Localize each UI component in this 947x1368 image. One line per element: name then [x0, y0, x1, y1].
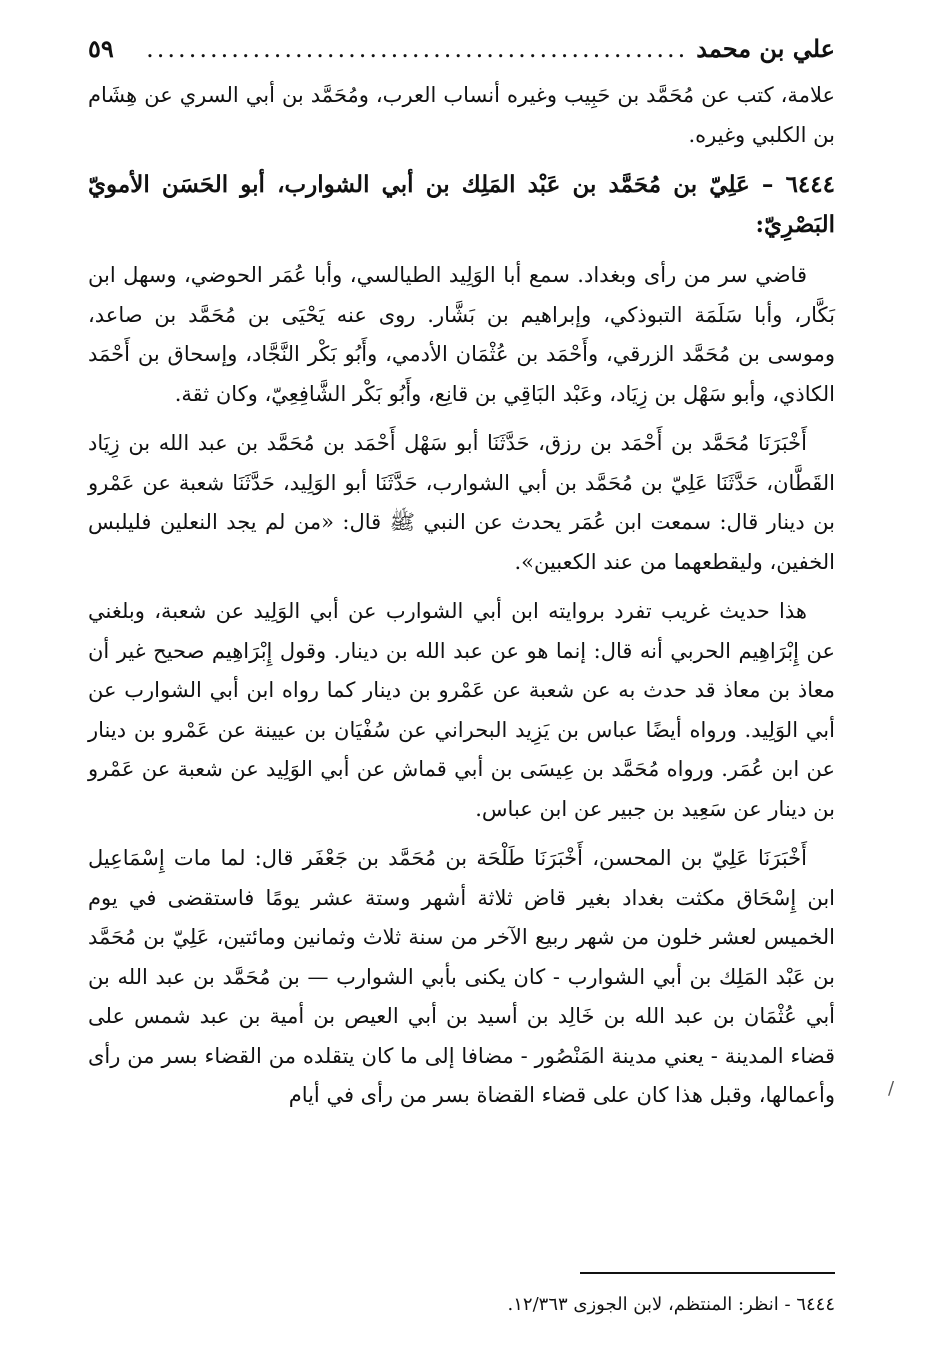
paragraph-biography: قاضي سر من رأى وبغداد. سمع أبا الوَلِيد الطيالسي، وأبا عُمَر الحوضي، وسهل ابن بَكَّار، وأبا سَلَمَة التبوذكي، وإبراهيم بن بَشَّار. روى عنه يَحْيَى بن مُحَمَّد بن صاعد، وموسى بن مُحَمَّد الزرقي، وأَحْمَد بن عُثْمَان الأدمي، وأَبُو بَكْر النَّجَّاد، وإسحاق بن أَحْمَد الكاذي، وأبو سَهْل بن زِيَاد، وعَبْد البَاقِي بن قانِع، وأَبُو بَكْر الشَّافِعِيّ، وكان ثقة.	[88, 263, 835, 406]
paragraph-continuation: علامة، كتب عن مُحَمَّد بن حَبِيب وغيره أنساب العرب، ومُحَمَّد بن أبي السري عن هِشَام بن الكلبي وغيره.	[88, 83, 835, 147]
page-number: ٥٩	[88, 34, 114, 63]
running-title: علي بن محمد	[696, 34, 835, 63]
entry-title: ٦٤٤٤ – عَلِيّ بن مُحَمَّد بن عَبْد المَلِك بن أبي الشوارب، أبو الحَسَن الأمويّ البَصْرِيّ:	[88, 171, 835, 238]
paragraph-hadith: أَخْبَرَنَا مُحَمَّد بن أَحْمَد بن رزق، حَدَّثَنَا أبو سَهْل أَحْمَد بن مُحَمَّد بن عبد الله بن زِيَاد القَطَّان، حَدَّثَنَا عَلِيّ بن مُحَمَّد بن أبي الشوارب، حَدَّثَنَا أبو الوَلِيد، حَدَّثَنَا شعبة عن عَمْرو بن دينار قال: سمعت ابن عُمَر يحدث عن النبي ﷺ قال: «من لم يجد النعلين فليلبس الخفين، وليقطعهما من عند الكعبين».	[88, 431, 835, 574]
margin-mark: /	[888, 1078, 895, 1099]
header-leader-dots: ...................................................	[146, 35, 689, 63]
page-header	[88, 34, 835, 68]
paragraph-appointment: أَخْبَرَنَا عَلِيّ بن المحسن، أَخْبَرَنَا طَلْحَة بن مُحَمَّد بن جَعْفَر قال: لما مات إِسْمَاعِيل ابن إِسْحَاق مكثت بغداد بغير قاض ثلاثة أشهر وستة عشر يومًا فاستقضى في يوم الخميس لعشر خلون من شهر ربيع الآخر من سنة ثلاث وثمانين ومائتين، عَلِيّ بن مُحَمَّد بن عَبْد المَلِك بن أبي الشوارب - كان يكنى بأبي الشوارب — بن مُحَمَّد بن عبد الله بن أبي عُثْمَان بن عبد الله بن خَالِد بن أسيد بن أبي العيص بن أمية بن عبد شمس على قضاء المدينة - يعني مدينة المَنْصُور - مضافا إلى ما كان يتقلده من القضاء بسر من رأى وأعمالها، وقبل هذا كان على قضاء القضاة بسر من رأى في أيام	[88, 846, 835, 1107]
paragraph-commentary: هذا حديث غريب تفرد بروايته ابن أبي الشوارب عن أبي الوَلِيد عن شعبة، وبلغني عن إِبْرَاهِيم الحربي أنه قال: إنما هو عن عبد الله بن دينار. وقول إِبْرَاهِيم صحيح غير أن معاذ بن معاذ قد حدث به عن شعبة عن عَمْرو بن دينار كما رواه ابن أبي الشوارب عن أبي الوَلِيد. ورواه أيضًا عباس بن يَزِيد البحراني عن سُفْيَان بن عيينة عن عَمْرو بن دينار عن ابن عُمَر. ورواه مُحَمَّد بن عِيسَى بن أبي قماش عن أبي الوَلِيد عن شعبة عن عَمْرو بن دينار عن سَعِيد بن جبير عن ابن عباس.	[88, 599, 835, 821]
footnote-divider	[580, 1272, 835, 1274]
footnote: ٦٤٤٤ - انظر: المنتظم، لابن الجوزى ١٢/٣٦٣.	[507, 1294, 835, 1315]
page-body	[88, 76, 835, 1126]
